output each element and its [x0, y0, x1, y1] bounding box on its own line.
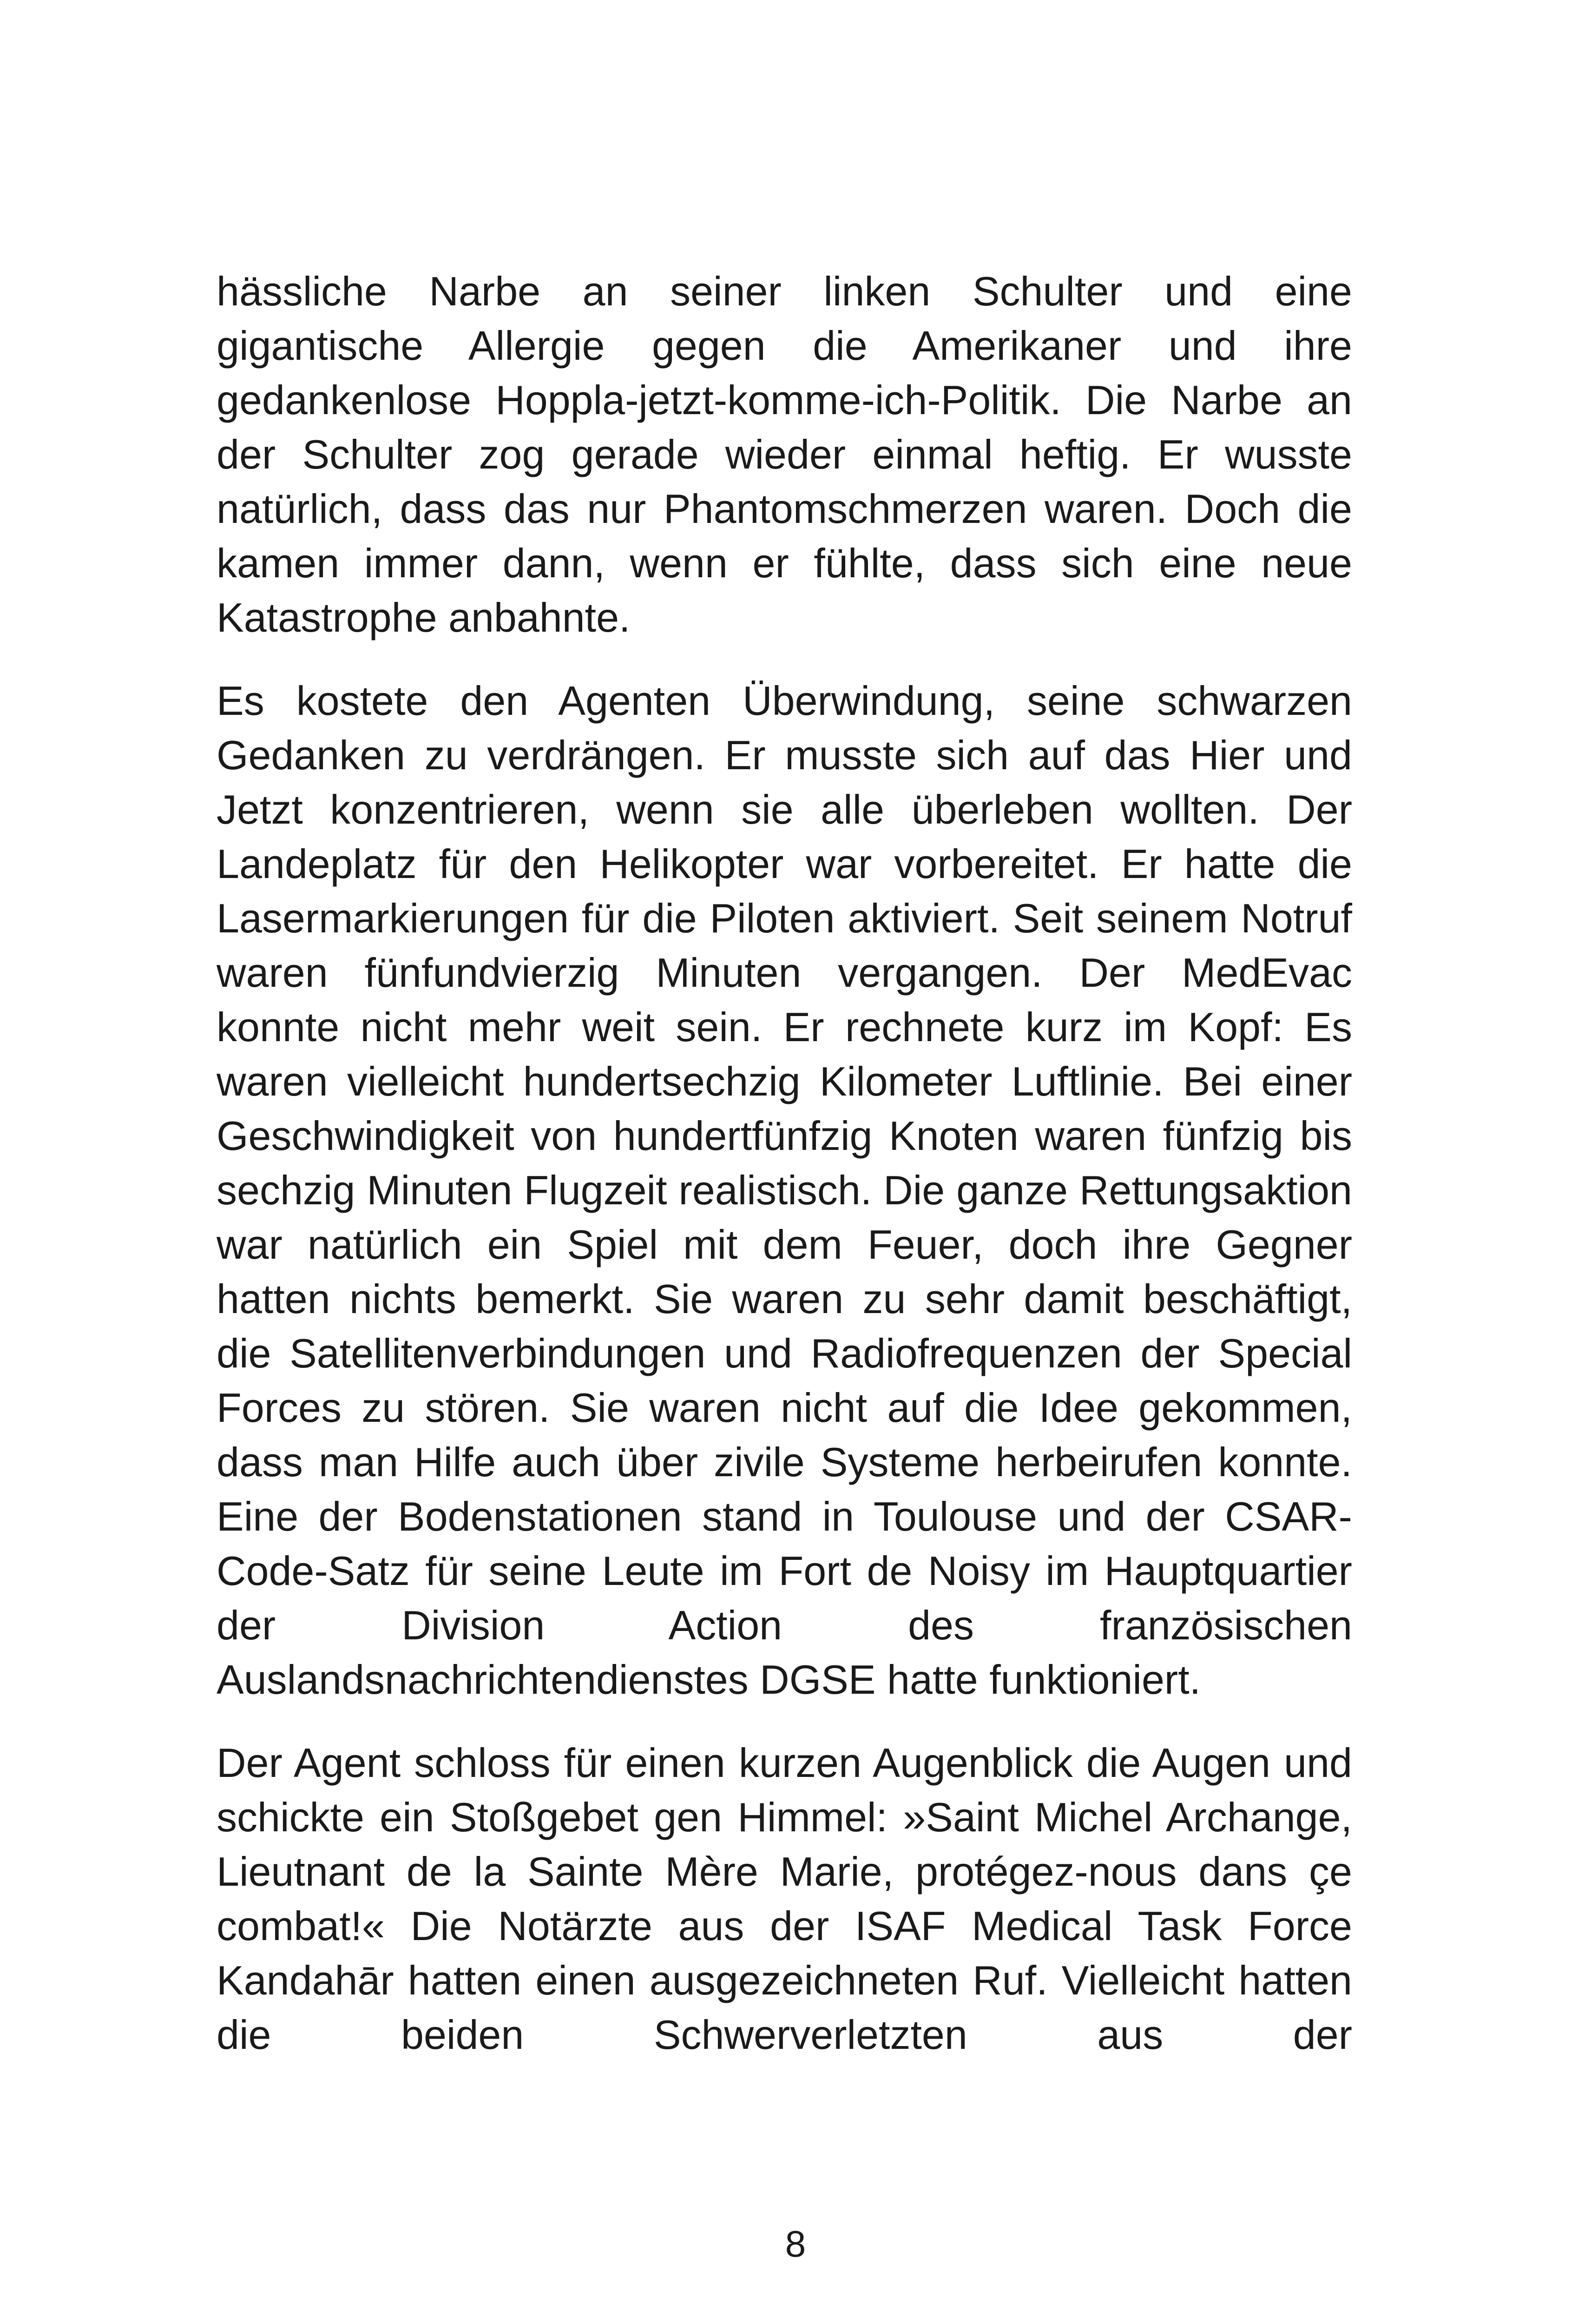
page-number: 8	[785, 2223, 806, 2265]
paragraph-2: Es kostete den Agenten Überwindung, seine schwarzen Gedanken zu verdrängen. Er musste sich auf das Hier und Jetzt konzentrieren, wenn sie alle überleben wollten. Der Landeplatz für den Helikopter war vorbereitet. Er hatte die Lasermarkierungen für die Piloten aktiviert. Seit seinem Notruf waren fünfundvierzig Minuten vergangen. Der MedEvac konnte nicht mehr weit sein. Er rechnete kurz im Kopf: Es waren vielleicht hundertsechzig Kilometer Luftlinie. Bei einer Geschwindigkeit von hundertfünfzig Knoten waren fünfzig bis sechzig Minuten Flugzeit realistisch. Die ganze Rettungsaktion war natürlich ein Spiel mit dem Feuer, doch ihre Gegner hatten nichts bemerkt. Sie waren zu sehr damit beschäftigt, die Satellitenverbindungen und Radiofrequenzen der Special Forces zu stören. Sie waren nicht auf die Idee gekommen, dass man Hilfe auch über zivile Systeme herbeirufen konnte. Eine der Bodenstationen stand in Toulouse und der CSAR-Code-Satz für seine Leute im Fort de Noisy im Hauptquartier der Division Action des französischen Auslandsnachrichtendienstes DGSE hatte funktioniert.	[217, 678, 1352, 1703]
paragraph-1: hässliche Narbe an seiner linken Schulter und eine gigantische Allergie gegen die Amerikaner und ihre gedankenlose Hoppla-jetzt-komme-ich-Politik. Die Narbe an der Schulter zog gerade wieder einmal heftig. Er wusste natürlich, dass das nur Phantomschmerzen waren. Doch die kamen immer dann, wenn er fühlte, dass sich eine neue Katastrophe anbahnte.	[217, 268, 1352, 640]
paragraph-3: Der Agent schloss für einen kurzen Augenblick die Augen und schickte ein Stoßgebet gen Himmel: »Saint Michel Archange, Lieutnant de la Sainte Mère Marie, protégez-nous dans çe combat!« Die Notärzte aus der ISAF Medical Task Force Kandahār hatten einen ausgezeichneten Ruf. Vielleicht hatten die beiden Schwerverletzten aus der	[217, 1740, 1352, 2058]
body-text	[217, 264, 1352, 2062]
